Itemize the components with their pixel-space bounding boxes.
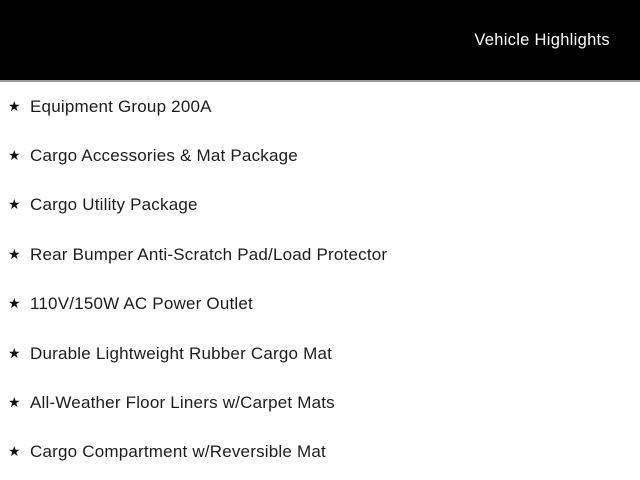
- list-item: [0, 131, 640, 180]
- star-icon: ★: [8, 245, 21, 262]
- star-icon: ★: [8, 147, 21, 164]
- star-icon: ★: [8, 443, 21, 460]
- feature-label: Durable Lightweight Rubber Cargo Mat: [30, 343, 333, 363]
- feature-list: [0, 82, 640, 477]
- list-item: [0, 181, 640, 230]
- feature-label: Rear Bumper Anti-Scratch Pad/Load Protector: [30, 244, 388, 264]
- page-title: Vehicle Highlights: [474, 30, 610, 49]
- list-item: [0, 280, 640, 329]
- feature-label: Equipment Group 200A: [30, 96, 212, 116]
- feature-label: 110V/150W AC Power Outlet: [30, 294, 253, 314]
- feature-label: Cargo Accessories & Mat Package: [30, 146, 298, 166]
- star-icon: ★: [8, 196, 21, 213]
- feature-label: Cargo Compartment w/Reversible Mat: [30, 442, 326, 462]
- header-bar: [0, 0, 640, 82]
- star-icon: ★: [8, 97, 21, 114]
- star-icon: ★: [8, 295, 21, 312]
- feature-label: Cargo Utility Package: [30, 195, 198, 215]
- list-item: [0, 329, 640, 378]
- star-icon: ★: [8, 394, 21, 411]
- list-item: [0, 428, 640, 477]
- list-item: [0, 82, 640, 131]
- list-item: [0, 230, 640, 279]
- list-item: [0, 378, 640, 427]
- feature-label: All-Weather Floor Liners w/Carpet Mats: [30, 393, 335, 413]
- star-icon: ★: [8, 344, 21, 361]
